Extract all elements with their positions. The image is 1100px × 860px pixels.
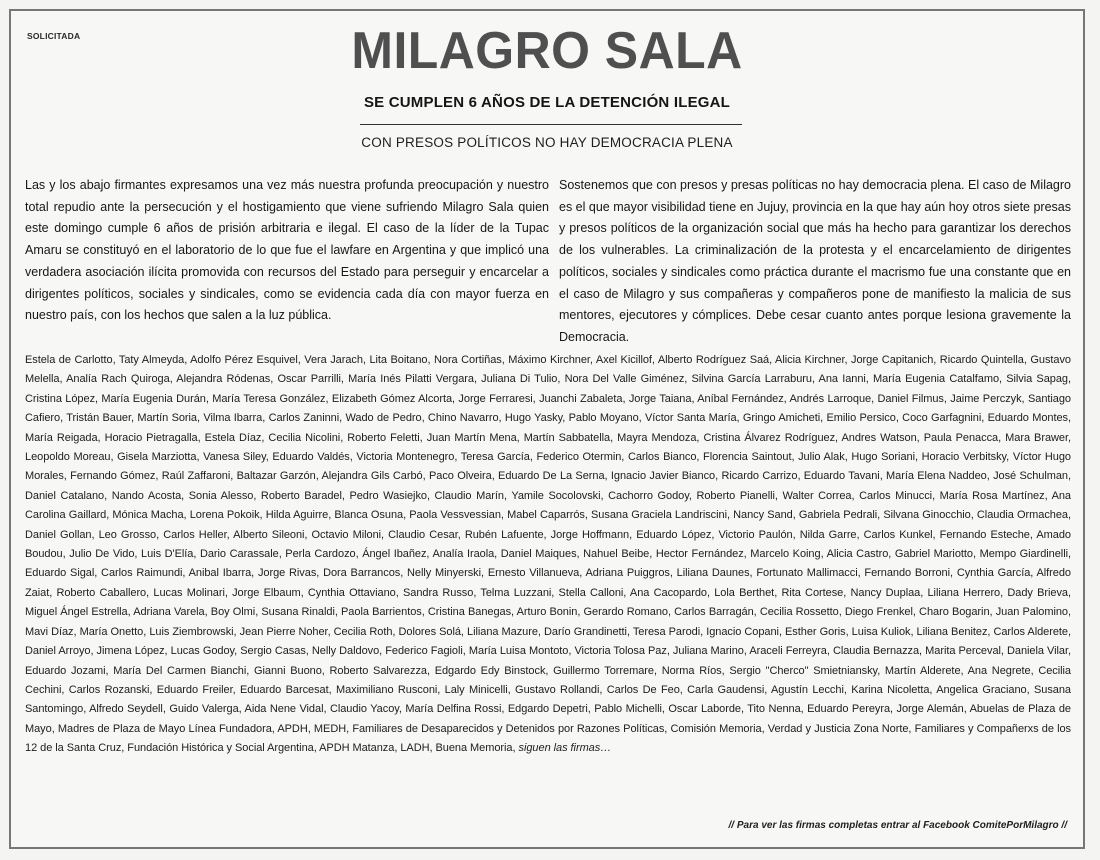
subheadline: SE CUMPLEN 6 AÑOS DE LA DETENCIÓN ILEGAL xyxy=(363,94,731,111)
signatures-continued: siguen las firmas… xyxy=(518,742,612,755)
divider-rule xyxy=(360,124,742,125)
facebook-note: // Para ver las firmas completas entrar al Facebook ComitePorMilagro // xyxy=(728,820,1067,831)
solicitada-ad xyxy=(9,9,1085,849)
body-right-column: Sostenemos que con presos y presas políticas no hay democracia plena. El caso de Milagro es el que mayor visibilidad tiene en Jujuy, provincia en la que hay aún hoy otros siete presas y presos políticos de la organización social que más ha hecho para garantizar los derechos de los vulnerables. La criminalización de la protesta y el encarcelamiento de dirigentes políticos, sociales y sindicales como práctica durante el macrismo fue una constante que en el caso de Milagro y sus compañeras y compañeros pone de manifiesto la malicia de sus mentores, ejecutores y cómplices. Debe cesar cuanto antes porque lesiona gravemente la Democracia. xyxy=(559,178,1071,344)
headline: MILAGRO SALA xyxy=(351,22,743,80)
tagline: CON PRESOS POLÍTICOS NO HAY DEMOCRACIA PLENA xyxy=(361,135,733,150)
section-label: SOLICITADA xyxy=(27,31,81,41)
signatures-block xyxy=(25,351,1071,759)
signature-names: Estela de Carlotto, Taty Almeyda, Adolfo Pérez Esquivel, Vera Jarach, Lita Boitano, Nora Cortiñas, Máximo Kirchner, Axel Kicillof, Alberto Rodríguez Saá, Alicia Kirchner, Jorge Capitanich, Ricardo Quintella, Gustavo Melella, Analía Rach Quiroga, Alejandra Ródenas, Oscar Parrilli, María Inés Pilatti Vergara, Juliana Di Tulio, Nora Del Valle Giménez, Silvina García Larraburu, Ana Ianni, María Eugenia Catalfamo, Silvia Sapag, Cristina López, María Eugenia Durán, María Teresa González, Elizabeth Gómez Alcorta, Jorge Ferraresi, Juanchi Zabaleta, Jorge Taiana, Aníbal Fernández, Andrés Larroque, Daniel Filmus, Jaime Perczyk, Santiago Cafiero, Tristán Bauer, Martín Soria, Vilma Ibarra, Carlos Zaninni, Wado de Pedro, Chino Navarro, Hugo Yasky, Pablo Moyano, Víctor Santa María, Gringo Amicheti, Emilio Persico, Coco Garfagnini, Eduardo Montes, María Reigada, Horacio Pietragalla, Estela Díaz, Cecilia Nicolini, Roberto Feletti, Juan Martín Mena, Martín Sabbatella, Mayra Mendoza, Cristina Álvarez Rodríguez, Andres Watson, Paula Penacca, Mara Brawer, Leopoldo Moreau, Gisela Marziotta, Vanesa Siley, Eduardo Valdés, Victoria Montenegro, Teresa García, Federico Otermin, Carlos Bianco, Florencia Saintout, Julio Alak, Hugo Soriani, Horacio Verbitsky, Víctor Hugo Morales, Fernando Gómez, Raúl Zaffaroni, Baltazar Garzón, Alejandra Gils Carbó, Paco Olveira, Eduardo De La Serna, Ignacio Javier Bianco, Ricardo Carrizo, Eduardo Tavani, María Elena Naddeo, José Schulman, Daniel Catalano, Nando Acosta, Sonia Alesso, Roberto Baradel, Pedro Wasiejko, Claudio Marín, Yamile Socolovski, Cachorro Godoy, Roberto Pianelli, Walter Correa, Carlos Minucci, María Rosa Martínez, Ana Carolina Gaillard, Mónica Macha, Lorena Pokoik, Hilda Aguirre, Blanca Osuna, Paola Vessvessian, Mabel Caparrós, Susana Graciela Landriscini, Nancy Sand, Gabriela Pedrali, Silvana Ginocchio, Claudia Ormachea, Daniel Gollan, Leo Grosso, Carlos Heller, Alberto Sileoni, Octavio Miloni, Claudio Cesar, Rubén Lafuente, Jorge Hoffmann, Eduardo López, Victorio Paulón, Nilda Garre, Carlos Kunkel, Fernando Esteche, Amado Boudou, Julio De Vido, Luis D'Elía, Dario Carassale, Perla Cardozo, Ángel Ibañez, Analía Iraola, Daniel Maiques, Nahuel Beibe, Hector Fernández, Marcelo Koing, Alicia Castro, Gabriel Mariotto, Mempo Giardinelli, Eduardo Sigal, Carlos Raimundi, Anibal Ibarra, Jorge Rivas, Dora Barrancos, Nelly Minyerski, Ernesto Villanueva, Adriana Puiggros, Liliana Daunes, Fortunato Mallimacci, Fernando Borroni, Cynthia García, Alfredo Zaiat, Roberto Caballero, Lucas Molinari, Jorge Elbaum, Cynthia Ottaviano, Sandra Russo, Telma Luzzani, Stella Calloni, Ana Cacopardo, Lola Berthet, Rita Cortese, Nancy Duplaa, Liliana Herrero, Dady Brieva, Miguel Ángel Estrella, Adriana Varela, Boy Olmi, Susana Rinaldi, Paola Barrientos, Cristina Banegas, Arturo Bonin, Gerardo Romano, Carlos Barragán, Cecilia Rossetto, Diego Frenkel, Charo Bogarin, Juan Palomino, Mavi Díaz, María Onetto, Luis Ziembrowski, Jean Pierre Noher, Cecilia Roth, Dolores Solá, Liliana Mazure, Darío Grandinetti, Teresa Parodi, Ignacio Copani, Esther Goris, Luisa Kuliok, Liliana Benitez, Carlos Alderete, Daniel Arroyo, Jimena López, Lucas Godoy, Sergio Casas, Nelly Daldovo, Federico Fagioli, María Luisa Montoto, Victoria Tolosa Paz, Juliana Marino, Araceli Ferreyra, Claudia Bernazza, Marita Perceval, Daniela Vilar, Eduardo Jozami, María Del Carmen Bianchi, Gianni Buono, Roberto Salvarezza, Edgardo Edy Binstock, Guillermo Torremare, Norma Ríos, Sergio "Cherco" Smietniansky, Martín Alderete, Ana Negrete, Cecilia Cechini, Carlos Rozanski, Eduardo Freiler, Eduardo Barcesat, Maximiliano Rusconi, Laly Minicelli, Gustavo Rollandi, Carlos De Feo, Carla Gaudensi, Agustín Lecchi, Karina Nicoletta, Angelica Graciano, Susana Santomingo, Alfredo Seydell, Guido Valerga, Aida Nene Vidal, Claudio Yacoy, María Delfina Rossi, Edgardo Depetri, Pablo Michelli, Oscar Laborde, Tito Nenna, Eduardo Pereyra, Jorge Alemán, Abuelas de Plaza de Mayo, Madres de Plaza de Mayo Línea Fundadora, APDH, MEDH, Familiares de Desaparecidos y Detenidos por Razones Políticas, Comisión Memoria, Verdad y Justicia Zona Norte, Familiares y Compañerxs de los 12 de la Santa Cruz, Fundación Histórica y Social Argentina, APDH Matanza, LADH, Buena Memoria, xyxy=(25,354,1071,755)
body-left-column: Las y los abajo firmantes expresamos una vez más nuestra profunda preocupación y nuestro total repudio ante la persecución y el hostigamiento que viene sufriendo Milagro Sala quien este domingo cumple 6 años de prisión arbitraria e ilegal. El caso de la líder de la Tupac Amaru se constituyó en el laboratorio de lo que fue el lawfare en Argentina y que implicó una verdadera asociación ilícita promovida con recursos del Estado para perseguir y encarcelar a dirigentes políticos, sociales y sindicales, como se evidencia cada día con mayor fuerza en nuestro país, con los hechos que salen a la luz pública. xyxy=(25,178,549,323)
